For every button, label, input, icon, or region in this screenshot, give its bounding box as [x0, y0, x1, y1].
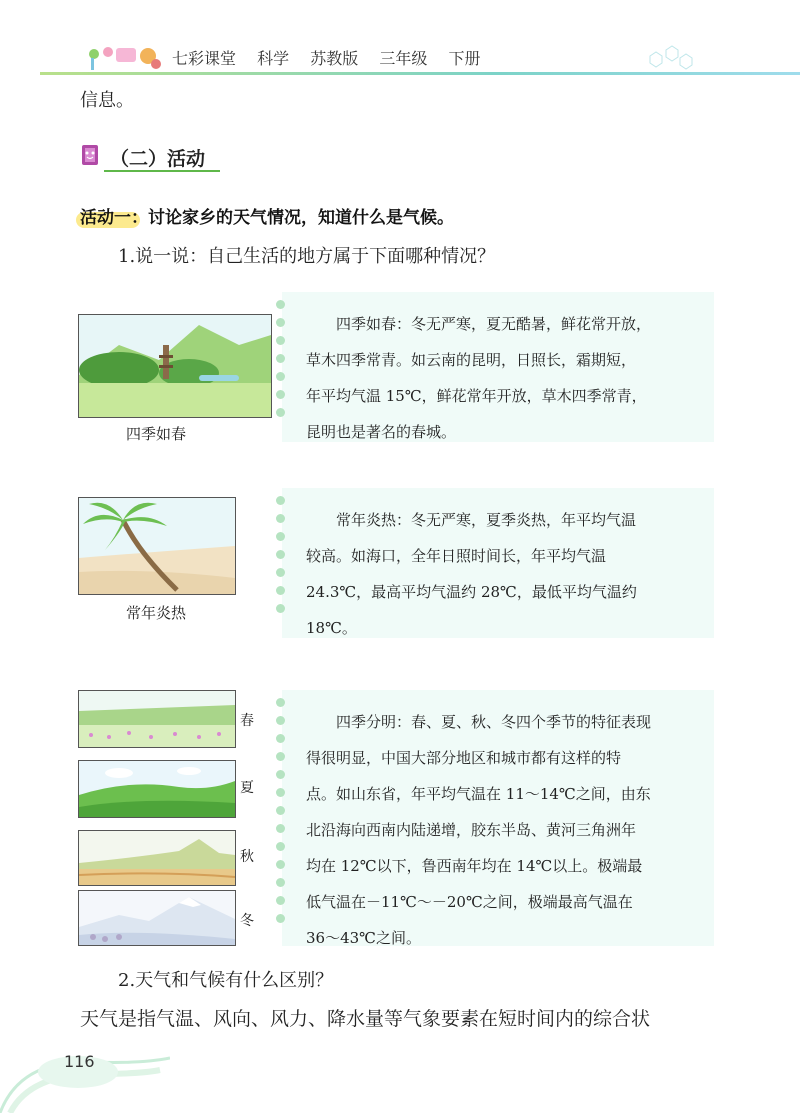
page-number: 116 [64, 1052, 95, 1071]
text-line: 均在 12℃以下，鲁西南年均在 14℃以上。极端最 [306, 857, 643, 875]
text-line: 24.3℃，最高平均气温约 28℃，最低平均气温约 [306, 583, 637, 601]
activity-heading [80, 203, 454, 228]
question-1: 1.说一说：自己生活的地方属于下面哪种情况？ [118, 246, 496, 267]
header-title [172, 46, 494, 69]
summer-season-image [78, 760, 236, 818]
info-box-spring-like [282, 292, 714, 442]
header-grade: 三年级 [379, 49, 428, 68]
activity-label: 活动一 [80, 208, 131, 228]
footer-swirl-decoration [0, 1030, 170, 1113]
caption-spring-like: 四季如春 [126, 425, 187, 443]
text-line: 四季如春：冬无严寒，夏无酷暑，鲜花常开放， [306, 315, 652, 333]
info-text [306, 306, 651, 450]
header-publisher: 苏教版 [310, 49, 359, 68]
text-line: 36～43℃之间。 [306, 929, 421, 947]
hexagon-decoration-icon [640, 40, 700, 70]
text-line: 低气温在－11℃～－20℃之间，极端最高气温在 [306, 893, 633, 911]
book-icon [78, 142, 104, 168]
info-text [306, 502, 637, 646]
info-box-hot [282, 488, 714, 638]
info-box-four-seasons [282, 690, 714, 946]
dot-column [274, 496, 290, 622]
answer-text: 天气是指气温、风向、风力、降水量等气象要素在短时间内的综合状 [80, 1008, 651, 1030]
season-label-winter: 冬 [240, 913, 254, 929]
text-line: 得很明显，中国大部分地区和城市都有这样的特 [306, 749, 622, 767]
header-volume: 下册 [448, 49, 481, 68]
header-subject: 科学 [257, 49, 290, 68]
text-line: 较高。如海口，全年日照时间长，年平均气温 [306, 547, 607, 565]
spring-landscape-image [78, 314, 272, 418]
text-line: 北沿海向西南内陆递增，胶东半岛、黄河三角洲年 [306, 821, 637, 839]
dot-column [274, 300, 290, 426]
caption-hot: 常年炎热 [126, 604, 187, 622]
season-label-autumn: 秋 [240, 849, 254, 865]
season-label-summer: 夏 [240, 780, 254, 796]
tropical-beach-image [78, 497, 236, 595]
header-rule [40, 72, 800, 75]
text-line: 昆明也是著名的春城。 [306, 423, 457, 441]
activity-title: ：讨论家乡的天气情况，知道什么是气候。 [131, 208, 454, 228]
text-line: 四季分明：春、夏、秋、冬四个季节的特征表现 [306, 713, 652, 731]
winter-season-image [78, 890, 236, 946]
autumn-season-image [78, 830, 236, 886]
header-series: 七彩课堂 [172, 49, 237, 68]
spring-season-image [78, 690, 236, 748]
dot-column [274, 698, 290, 932]
section-underline [104, 170, 220, 172]
info-text [306, 704, 651, 956]
text-line: 18℃。 [306, 619, 357, 637]
text-line: 常年炎热：冬无严寒，夏季炎热，年平均气温 [306, 511, 637, 529]
text-line: 年平均气温 15℃，鲜花常年开放，草木四季常青， [306, 387, 647, 405]
section-title: （二）活动 [110, 148, 206, 170]
header-logo-icon [86, 42, 166, 72]
continuation-text: 信息。 [80, 90, 134, 111]
text-line: 点。如山东省，年平均气温在 11～14℃之间，由东 [306, 785, 651, 803]
season-label-spring: 春 [240, 713, 254, 729]
question-2: 2.天气和气候有什么区别？ [118, 970, 334, 991]
text-line: 草木四季常青。如云南的昆明，日照长，霜期短， [306, 351, 637, 369]
